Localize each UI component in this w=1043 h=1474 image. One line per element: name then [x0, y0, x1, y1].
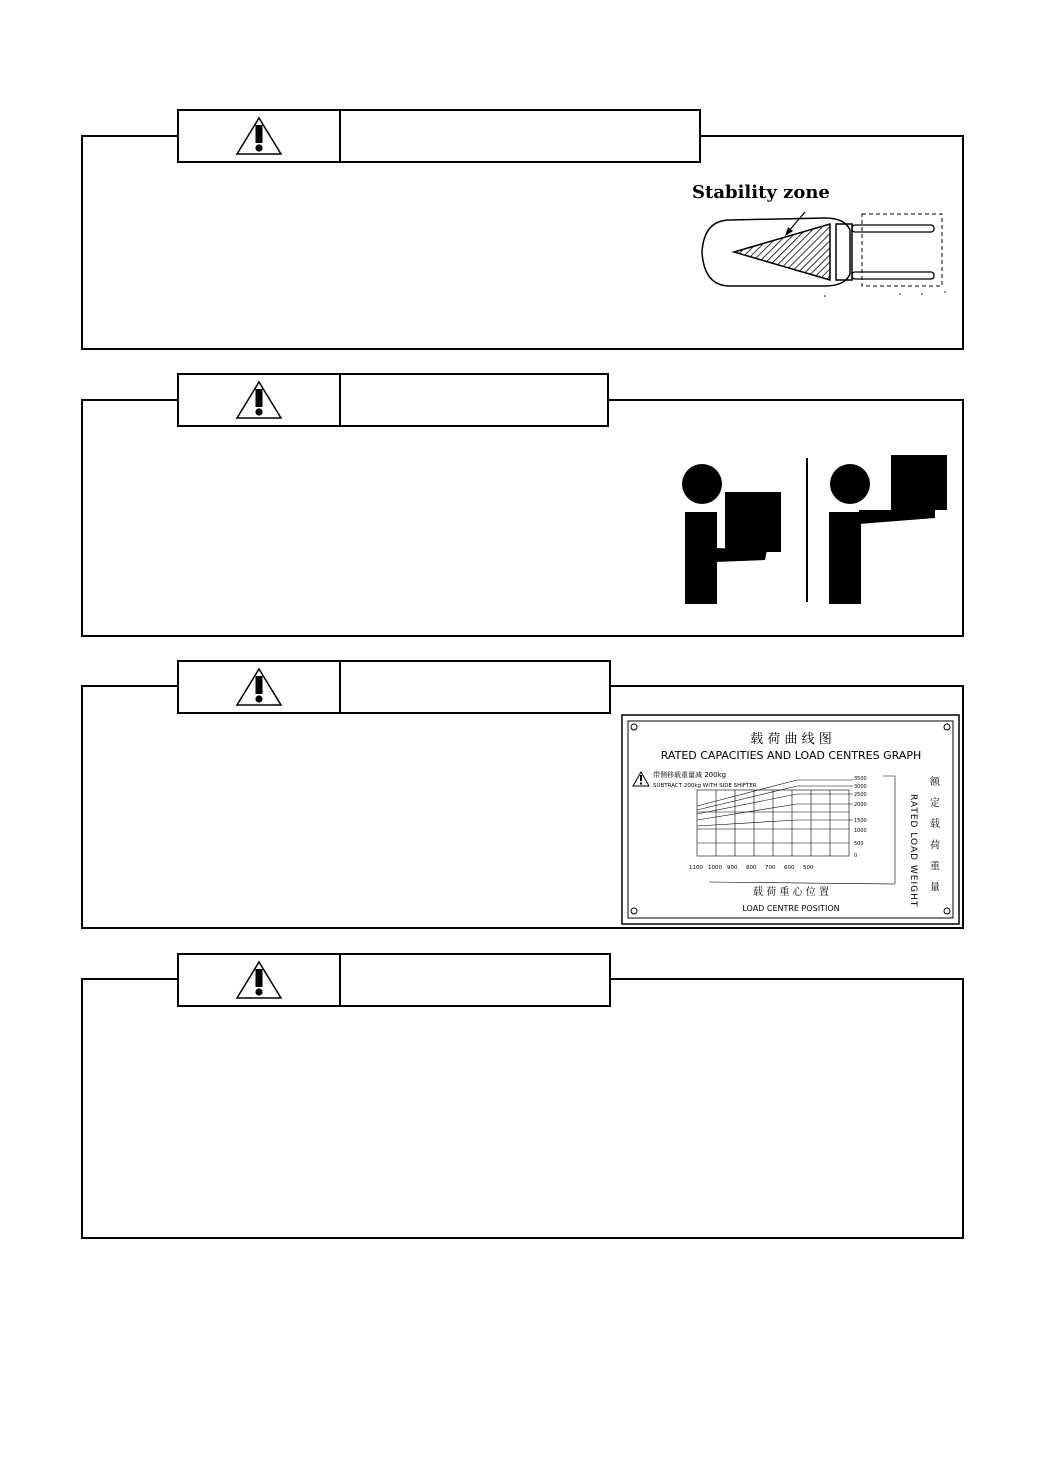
plate-bottom-cn: 载 荷 重 心 位 置 — [753, 887, 829, 898]
load-capacity-plate — [621, 714, 960, 925]
y-tick: 1000 — [854, 828, 867, 834]
y-tick: 0 — [854, 853, 858, 859]
x-tick: 1000 — [708, 865, 722, 871]
stability-zone-label: Stability zone — [692, 182, 830, 203]
y-tick: 1500 — [854, 818, 867, 824]
plate-warning-cn: 带侧移载重量减 200kg — [653, 771, 727, 779]
warning-header-2 — [177, 373, 609, 427]
x-tick: 700 — [765, 865, 776, 871]
x-tick: 600 — [784, 865, 795, 871]
plate-warning-en: SUBTRACT 200kg WITH SIDE SHIFTER — [653, 783, 757, 789]
load-carry-pictogram — [675, 450, 955, 610]
warning-triangle-icon — [179, 955, 341, 1005]
y-tick: 500 — [854, 841, 864, 847]
plate-bottom-en: LOAD CENTRE POSITION — [742, 904, 840, 913]
warning-title-2 — [341, 375, 607, 425]
x-tick: 800 — [746, 865, 757, 871]
y-tick: 2500 — [854, 792, 867, 798]
warning-triangle-icon — [179, 111, 341, 161]
plate-side-cn: 额 定 载 荷 重 量 — [927, 776, 939, 896]
y-tick: 3000 — [854, 784, 867, 790]
y-tick: 3500 — [854, 776, 867, 782]
stability-zone-figure — [690, 182, 950, 302]
x-tick: 1100 — [689, 865, 703, 871]
warning-box-4 — [81, 978, 964, 1239]
warning-title-4 — [341, 955, 609, 1005]
warning-title-1 — [341, 111, 699, 161]
plate-title-en: RATED CAPACITIES AND LOAD CENTRES GRAPH — [660, 749, 922, 762]
x-tick: 900 — [727, 865, 738, 871]
plate-side-en: RATED LOAD WEIGHT — [908, 794, 918, 908]
warning-title-3 — [341, 662, 609, 712]
warning-triangle-icon — [179, 375, 341, 425]
y-tick: 2000 — [854, 802, 867, 808]
warning-header-3 — [177, 660, 611, 714]
plate-title-cn: 载 荷 曲 线 图 — [750, 732, 832, 747]
warning-triangle-icon — [179, 662, 341, 712]
warning-header-1 — [177, 109, 701, 163]
x-tick: 500 — [803, 865, 814, 871]
warning-header-4 — [177, 953, 611, 1007]
